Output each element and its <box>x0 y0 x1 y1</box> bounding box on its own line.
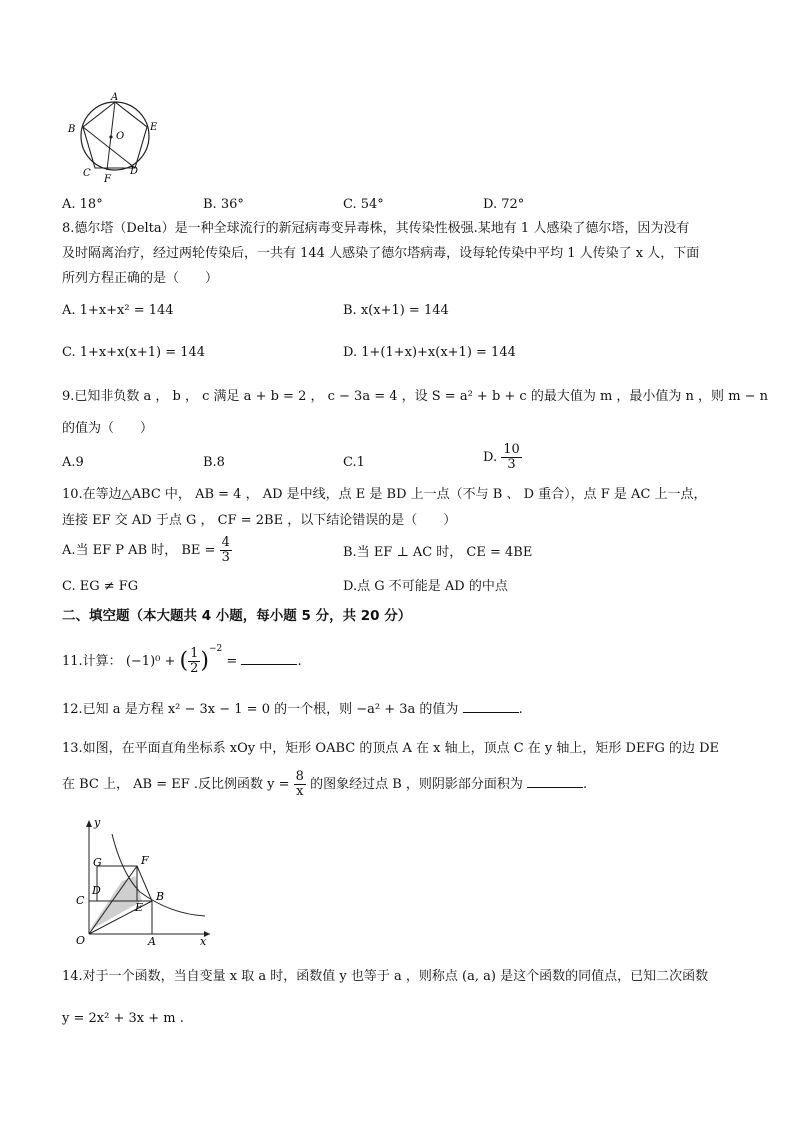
label-o: O <box>76 934 86 947</box>
q9-option-d <box>483 443 522 472</box>
q11-fraction <box>188 647 200 676</box>
label-b: B <box>156 890 165 903</box>
q9-option-d-numerator: 10 <box>503 442 520 457</box>
q13-line-2-prefix: 在 BC 上， AB = EF .反比例函数 y = <box>62 777 290 792</box>
q7-option-b: B. 36° <box>203 197 244 212</box>
circle-pentagon-figure <box>66 92 166 184</box>
q13-line-2-suffix: 的图象经过点 B ，则阴影部分面积为 <box>310 777 523 792</box>
label-d: D <box>130 166 139 177</box>
q8-option-a: A. 1+x+x² = 144 <box>62 303 174 318</box>
q9-line-2: 的值为（ ） <box>62 421 154 436</box>
q11 <box>62 640 302 676</box>
q14-line-2: y = 2x² + 3x + m . <box>62 1011 184 1026</box>
q10-option-c: C. EG ≠ FG <box>62 579 139 594</box>
q10-line-2: 连接 EF 交 AD 于点 G ， CF = 2BE ，以下结论错误的是（ ） <box>62 513 457 528</box>
q12-end: . <box>518 702 523 717</box>
q7-option-a: A. 18° <box>62 197 103 212</box>
q11-equals: = <box>226 654 238 669</box>
center-point <box>109 135 112 138</box>
q10-option-a-denominator: 3 <box>221 550 230 565</box>
q11-answer-blank[interactable] <box>241 652 297 665</box>
segment-bd <box>83 127 135 168</box>
q8-option-c: C. 1+x+x(x+1) = 144 <box>62 345 206 360</box>
q12 <box>62 700 523 719</box>
label-x: x <box>200 935 207 948</box>
label-y: y <box>94 816 101 829</box>
q11-end: . <box>297 654 302 669</box>
label-e: E <box>150 122 158 133</box>
q10-option-d: D.点 G 不可能是 AD 的中点 <box>343 579 508 594</box>
q8-line-3: 所列方程正确的是（ ） <box>62 271 219 286</box>
q9-option-b: B.8 <box>203 455 225 470</box>
q9-option-d-fraction <box>501 443 522 472</box>
q10-option-a-fraction <box>220 536 232 565</box>
circle <box>81 102 149 170</box>
label-a: A <box>148 935 156 948</box>
label-c: C <box>76 894 85 907</box>
q8-line-1: 8.德尔塔（Delta）是一种全球流行的新冠病毒变异毒株，其传染性极强.某地有 1 人感染了德尔塔，因为没有 <box>62 221 690 236</box>
q12-text: 12.已知 a 是方程 x² − 3x − 1 = 0 的一个根，则 −a² + 3a 的值为 <box>62 702 459 717</box>
q10-option-a-numerator: 4 <box>221 535 230 550</box>
label-f: F <box>104 174 111 184</box>
label-f: F <box>141 854 149 867</box>
q13-end: . <box>583 777 588 792</box>
q8-line-2: 及时隔离治疗，经过两轮传染后，一共有 144 人感染了德尔塔病毒，设每轮传染中平均 1 人传染了 x 人，下面 <box>62 246 700 261</box>
q7-option-c: C. 54° <box>343 197 384 212</box>
q11-expr: (−1)⁰ + <box>125 654 176 669</box>
label-o: O <box>116 131 125 142</box>
q13-line-1: 13.如图，在平面直角坐标系 xOy 中，矩形 OABC 的顶点 A 在 x 轴上，顶点 C 在 y 轴上，矩形 DEFG 的边 DE <box>62 741 720 756</box>
label-g: G <box>93 856 102 869</box>
section-heading: 二、填空题（本大题共 4 小题，每小题 5 分，共 20 分） <box>62 608 412 624</box>
label-d: D <box>92 884 101 897</box>
q9-option-c: C.1 <box>343 455 365 470</box>
q9-option-d-prefix: D. <box>483 450 498 465</box>
q14-line-1: 14.对于一个函数，当自变量 x 取 a 时，函数值 y 也等于 a ，则称点 (a, a) 是这个函数的同值点，已知二次函数 <box>62 969 709 984</box>
q10-option-b: B.当 EF ⊥ AC 时， CE = 4BE <box>343 545 533 560</box>
q9-option-a: A.9 <box>62 455 84 470</box>
y-axis-arrow <box>86 820 92 827</box>
q11-prefix: 11.计算： <box>62 654 122 669</box>
coordinate-figure <box>70 814 220 950</box>
q11-exponent: −2 <box>208 644 223 654</box>
q10-option-a-text: A.当 EF P AB 时， BE = <box>62 543 216 558</box>
label-c: C <box>83 168 91 179</box>
q13-answer-blank[interactable] <box>527 775 583 788</box>
label-a: A <box>111 92 119 103</box>
q9-line-1: 9.已知非负数 a ， b ， c 满足 a + b = 2 ， c − 3a = 4 ，设 S = a² + b + c 的最大值为 m ，最小值为 n ，则 m − n <box>62 389 769 404</box>
q11-denominator: 2 <box>190 661 199 676</box>
q11-right-paren: ) <box>200 648 209 674</box>
q11-left-paren: ( <box>179 648 189 674</box>
q8-option-d: D. 1+(1+x)+x(x+1) = 144 <box>343 345 516 360</box>
q8-option-b: B. x(x+1) = 144 <box>343 303 449 318</box>
q13-fraction <box>294 770 306 799</box>
q7-option-d: D. 72° <box>483 197 525 212</box>
q13-numerator: 8 <box>295 769 304 784</box>
q10-option-a <box>62 536 232 565</box>
label-e: E <box>135 901 144 914</box>
label-b: B <box>68 124 76 135</box>
q12-answer-blank[interactable] <box>463 700 519 713</box>
q11-numerator: 1 <box>190 646 199 661</box>
q13-line-2 <box>62 770 587 799</box>
q9-option-d-denominator: 3 <box>507 457 516 472</box>
q10-line-1: 10.在等边△ABC 中， AB = 4 ， AD 是中线，点 E 是 BD 上一点（不与 B 、 D 重合），点 F 是 AC 上一点， <box>62 487 707 502</box>
q13-denominator: x <box>296 784 304 799</box>
